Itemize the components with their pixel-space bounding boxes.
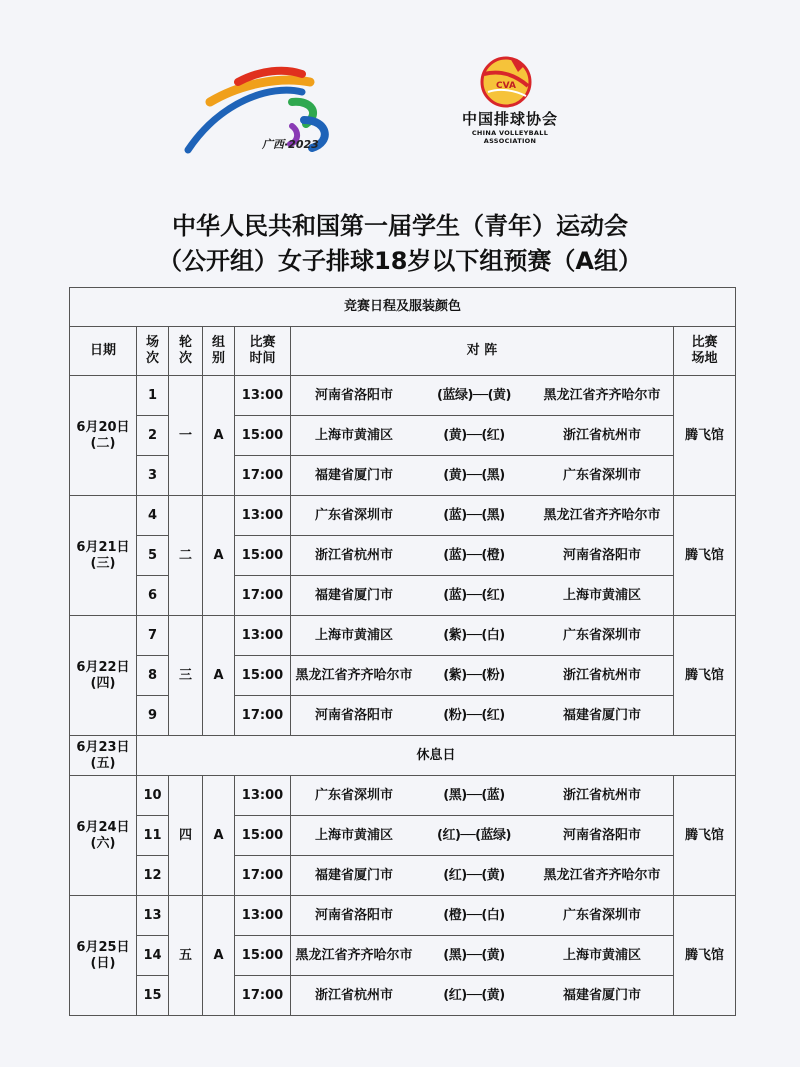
team-away: 黑龙江省齐齐哈尔市	[543, 387, 661, 403]
time-cell: 13:00	[235, 896, 291, 936]
team-away: 广东省深圳市	[562, 467, 641, 483]
team-home: 河南省洛阳市	[314, 387, 393, 403]
table-row	[70, 376, 736, 416]
venue-cell: 腾飞馆	[674, 896, 736, 1016]
uniform-colors: (蓝)──(黑)	[443, 507, 505, 523]
match-number: 7	[137, 616, 169, 656]
team-away: 上海市黄浦区	[562, 947, 641, 963]
rest-day-label: 休息日	[137, 736, 736, 776]
group-cell: A	[203, 776, 235, 896]
match-number: 1	[137, 376, 169, 416]
team-away: 福建省厦门市	[562, 707, 641, 723]
match-number: 6	[137, 576, 169, 616]
matchup-cell	[291, 936, 674, 976]
match-number: 3	[137, 456, 169, 496]
team-away: 浙江省杭州市	[562, 427, 641, 443]
uniform-colors: (红)──(蓝绿)	[437, 827, 511, 843]
time-cell: 13:00	[235, 776, 291, 816]
venue-cell: 腾飞馆	[674, 376, 736, 496]
date-cell: 6月20日 (二)	[70, 376, 137, 496]
matchup-cell	[291, 496, 674, 536]
team-home: 黑龙江省齐齐哈尔市	[295, 947, 413, 963]
matchup-cell	[291, 856, 674, 896]
team-home: 浙江省杭州市	[314, 547, 393, 563]
team-home: 浙江省杭州市	[314, 987, 393, 1003]
time-cell: 15:00	[235, 816, 291, 856]
team-home: 福建省厦门市	[314, 587, 393, 603]
match-number: 10	[137, 776, 169, 816]
team-away: 浙江省杭州市	[562, 667, 641, 683]
round-cell: 三	[169, 616, 203, 736]
uniform-colors: (黑)──(蓝)	[443, 787, 505, 803]
schedule-table	[69, 287, 736, 1016]
matchup-cell	[291, 976, 674, 1016]
round-cell: 一	[169, 376, 203, 496]
match-number: 8	[137, 656, 169, 696]
team-home: 上海市黄浦区	[314, 827, 393, 843]
header-time: 比赛 时间	[235, 327, 291, 376]
team-away: 河南省洛阳市	[562, 827, 641, 843]
group-cell: A	[203, 896, 235, 1016]
match-number: 11	[137, 816, 169, 856]
uniform-colors: (紫)──(粉)	[443, 667, 505, 683]
team-home: 福建省厦门市	[314, 867, 393, 883]
match-number: 14	[137, 936, 169, 976]
match-number: 12	[137, 856, 169, 896]
group-cell: A	[203, 376, 235, 496]
games-logo-caption: 广西·2023	[262, 138, 319, 151]
matchup-cell	[291, 456, 674, 496]
team-home: 黑龙江省齐齐哈尔市	[295, 667, 413, 683]
time-cell: 13:00	[235, 376, 291, 416]
group-cell: A	[203, 496, 235, 616]
cva-badge-text: CVA	[496, 81, 516, 91]
match-number: 2	[137, 416, 169, 456]
header-date: 日期	[70, 327, 137, 376]
uniform-colors: (红)──(黄)	[443, 867, 505, 883]
team-away: 黑龙江省齐齐哈尔市	[543, 867, 661, 883]
cva-name: 中国排球协会	[461, 110, 558, 128]
team-home: 上海市黄浦区	[314, 627, 393, 643]
time-cell: 17:00	[235, 576, 291, 616]
team-away: 广东省深圳市	[562, 627, 641, 643]
time-cell: 15:00	[235, 536, 291, 576]
uniform-colors: (粉)──(红)	[443, 707, 505, 723]
matchup-cell	[291, 696, 674, 736]
uniform-colors: (黄)──(黑)	[443, 467, 505, 483]
header-group: 组 别	[203, 327, 235, 376]
uniform-colors: (红)──(黄)	[443, 987, 505, 1003]
venue-cell: 腾飞馆	[674, 776, 736, 896]
team-home: 上海市黄浦区	[314, 427, 393, 443]
matchup-cell	[291, 376, 674, 416]
page-title-line2: （公开组）女子排球18岁以下组预赛（A组）	[158, 247, 642, 275]
matchup-cell	[291, 416, 674, 456]
time-cell: 13:00	[235, 496, 291, 536]
team-home: 河南省洛阳市	[314, 907, 393, 923]
time-cell: 17:00	[235, 856, 291, 896]
matchup-cell	[291, 816, 674, 856]
matchup-cell	[291, 576, 674, 616]
date-cell: 6月25日 (日)	[70, 896, 137, 1016]
round-cell: 二	[169, 496, 203, 616]
table-row	[70, 776, 736, 816]
header-venue: 比赛 场地	[674, 327, 736, 376]
header-round: 轮 次	[169, 327, 203, 376]
time-cell: 15:00	[235, 656, 291, 696]
match-number: 5	[137, 536, 169, 576]
match-number: 15	[137, 976, 169, 1016]
team-away: 福建省厦门市	[562, 987, 641, 1003]
date-cell: 6月24日 (六)	[70, 776, 137, 896]
table-row	[70, 616, 736, 656]
team-away: 广东省深圳市	[562, 907, 641, 923]
cva-logo	[470, 52, 542, 110]
date-cell: 6月21日 (三)	[70, 496, 137, 616]
matchup-cell	[291, 616, 674, 656]
uniform-colors: (橙)──(白)	[443, 907, 505, 923]
uniform-colors: (蓝)──(橙)	[443, 547, 505, 563]
header-matchup: 对 阵	[291, 327, 674, 376]
table-row	[70, 896, 736, 936]
rest-day-row	[70, 736, 736, 776]
match-number: 9	[137, 696, 169, 736]
header-match-no: 场 次	[137, 327, 169, 376]
round-cell: 四	[169, 776, 203, 896]
table-row	[70, 496, 736, 536]
group-cell: A	[203, 616, 235, 736]
matchup-cell	[291, 656, 674, 696]
rest-day-date: 6月23日 (五)	[70, 736, 137, 776]
uniform-colors: (蓝)──(红)	[443, 587, 505, 603]
round-cell: 五	[169, 896, 203, 1016]
time-cell: 17:00	[235, 976, 291, 1016]
team-home: 福建省厦门市	[314, 467, 393, 483]
team-home: 河南省洛阳市	[314, 707, 393, 723]
venue-cell: 腾飞馆	[674, 616, 736, 736]
team-away: 河南省洛阳市	[562, 547, 641, 563]
match-number: 13	[137, 896, 169, 936]
page-title-line1: 中华人民共和国第一届学生（青年）运动会	[172, 212, 628, 240]
uniform-colors: (紫)──(白)	[443, 627, 505, 643]
time-cell: 17:00	[235, 696, 291, 736]
matchup-cell	[291, 776, 674, 816]
team-home: 广东省深圳市	[314, 787, 393, 803]
table-caption: 竞赛日程及服装颜色	[70, 288, 736, 327]
team-away: 上海市黄浦区	[562, 587, 641, 603]
team-home: 广东省深圳市	[314, 507, 393, 523]
venue-cell: 腾飞馆	[674, 496, 736, 616]
time-cell: 13:00	[235, 616, 291, 656]
time-cell: 15:00	[235, 936, 291, 976]
matchup-cell	[291, 536, 674, 576]
uniform-colors: (黄)──(红)	[443, 427, 505, 443]
time-cell: 17:00	[235, 456, 291, 496]
time-cell: 15:00	[235, 416, 291, 456]
matchup-cell	[291, 896, 674, 936]
uniform-colors: (蓝绿)──(黄)	[437, 387, 511, 403]
match-number: 4	[137, 496, 169, 536]
team-away: 浙江省杭州市	[562, 787, 641, 803]
cva-english-name: CHINA VOLLEYBALL ASSOCIATION	[471, 129, 549, 145]
team-away: 黑龙江省齐齐哈尔市	[543, 507, 661, 523]
date-cell: 6月22日 (四)	[70, 616, 137, 736]
uniform-colors: (黑)──(黄)	[443, 947, 505, 963]
